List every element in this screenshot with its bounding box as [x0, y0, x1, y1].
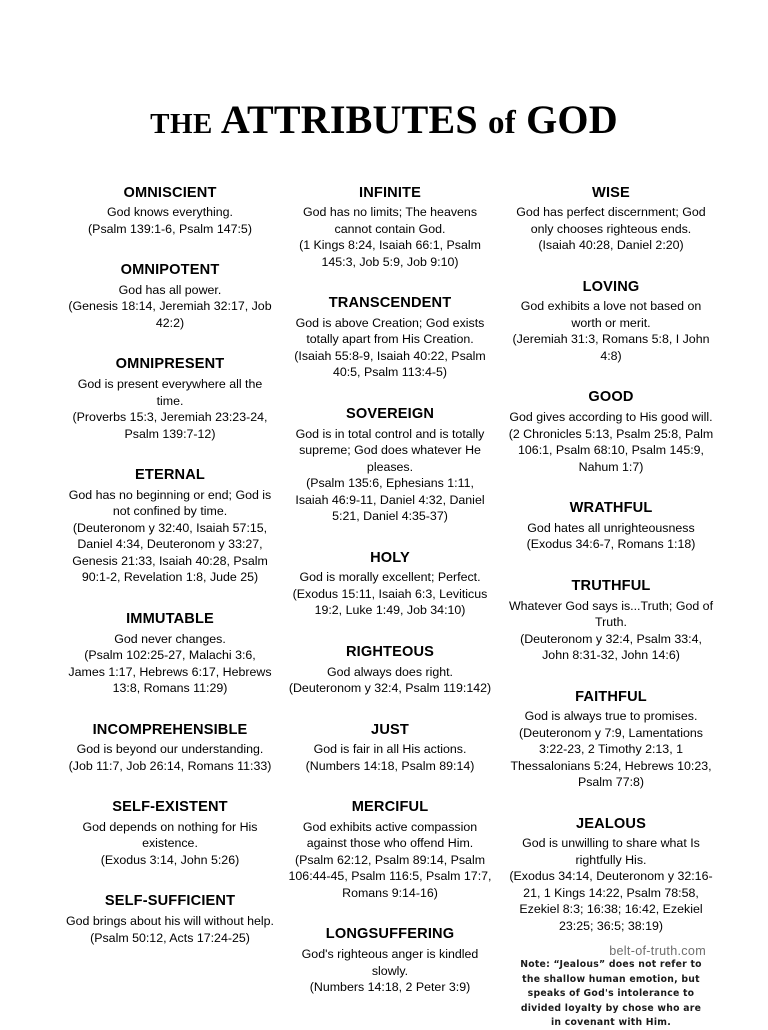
attribute-name: HOLY [370, 549, 410, 566]
attribute-scripture-references: (Numbers 14:18, 2 Peter 3:9) [309, 980, 471, 995]
attribute-entry [288, 184, 492, 271]
attribute-name: LOVING [582, 278, 640, 295]
attribute-name: SELF-SUFFICIENT [104, 893, 236, 910]
attribute-entry [508, 388, 714, 475]
attribute-description: God's righteous anger is kindled slowly. [301, 947, 479, 978]
attribute-name: INFINITE [358, 184, 421, 201]
attribute-name: INCOMPREHENSIBLE [92, 721, 248, 738]
attribute-name: ETERNAL [135, 467, 205, 484]
attribute-scripture-references: (Psalm 102:25-27, Malachi 3:6, James 1:17, Hebrews 6:17, Hebrews 13:8, Romans 11:29) [68, 648, 272, 696]
attribute-description: God is fair in all His actions. [313, 742, 467, 757]
attribute-name: FAITHFUL [575, 688, 647, 705]
attribute-description: God hates all unrighteousness [527, 520, 695, 535]
page-title-main: ATTRIBUTES [220, 96, 478, 142]
attribute-description: God depends on nothing for His existence. [82, 819, 258, 851]
attribute-scripture-references: (Psalm 135:6, Ephesians 1:11, Isaiah 46:9-11, Daniel 4:32, Daniel 5:21, Daniel 4:35-37) [295, 476, 485, 524]
attribute-entry [66, 184, 274, 238]
jealous-clarification-note: Note: “Jealous” does not refer to the shallow human emotion, but speaks of God's intolerance to divided loyalty by chose who are in covenant with Him. [520, 959, 702, 1029]
attribute-name: JUST [371, 721, 409, 738]
attribute-scripture-references: (Deuteronom y 32:4, Psalm 119:142) [288, 681, 492, 696]
attribute-description: God has no beginning or end; God is not confined by time. [68, 487, 272, 519]
attribute-column-3 [504, 184, 718, 1030]
attribute-description: God is morally excellent; Perfect. [299, 570, 481, 585]
attribute-scripture-references: (Deuteronom y 32:4, Psalm 33:4, John 8:31-32, John 14:6) [520, 631, 702, 663]
attribute-description: God brings about his will without help. [66, 914, 275, 929]
attribute-name: OMNIPOTENT [120, 262, 220, 279]
attribute-entry [508, 499, 714, 553]
attribute-description: God exhibits active compassion against those who offend Him. [302, 819, 478, 851]
attribute-description: God always does right. [326, 664, 454, 679]
attribute-scripture-references: (Genesis 18:14, Jeremiah 32:17, Job 42:2) [68, 299, 272, 330]
attribute-name: GOOD [588, 389, 634, 406]
attribute-description: God has all power. [118, 282, 222, 297]
attribute-entry [66, 798, 274, 868]
attribute-scripture-references: (2 Chronicles 5:13, Psalm 25:8, Palm 106:1, Psalm 68:10, Psalm 145:9, Nahum 1:7) [508, 426, 714, 474]
attribute-scripture-references: (Isaiah 40:28, Daniel 2:20) [538, 238, 684, 253]
page-title-connector: of [488, 104, 516, 141]
attribute-entry [508, 577, 714, 664]
attribute-entry [288, 294, 492, 381]
attribute-description: God has no limits; The heavens cannot contain God. [302, 205, 478, 236]
page-title [150, 96, 618, 142]
attribute-name: TRANSCENDENT [328, 295, 452, 312]
attribute-scripture-references: (Job 11:7, Job 26:14, Romans 11:33) [68, 758, 272, 773]
attribute-entry [66, 466, 274, 586]
attribute-description: God exhibits a love not based on worth or merit. [520, 299, 702, 330]
attribute-description: God is unwilling to share what Is rightfully His. [522, 836, 700, 867]
attribute-description: God is always true to promises. [524, 709, 698, 724]
attribute-entry [288, 549, 492, 619]
attribute-entry [66, 355, 274, 442]
attribute-name: WRATHFUL [569, 500, 653, 517]
attribute-scripture-references: (Psalm 62:12, Psalm 89:14, Psalm 106:44-45, Psalm 116:5, Psalm 17:7, Romans 9:14-16) [288, 852, 492, 900]
attribute-entry [288, 643, 492, 697]
attribute-description: God is above Creation; God exists totally apart from His Creation. [295, 315, 485, 347]
attribute-description: God gives according to His good will. [509, 410, 713, 425]
attribute-description: God has perfect discernment; God only chooses righteous ends. [516, 205, 706, 236]
attribute-entry [66, 261, 274, 331]
attribute-entry [288, 798, 492, 901]
title-block [0, 0, 768, 174]
attribute-name: IMMUTABLE [126, 610, 214, 627]
attribute-scripture-references: (Isaiah 55:8-9, Isaiah 40:22, Psalm 40:5, Psalm 113:4-5) [294, 348, 486, 380]
attribute-description: God never changes. [114, 631, 226, 646]
attribute-name: SELF-EXISTENT [112, 799, 228, 816]
attribute-name: OMNIPRESENT [115, 356, 225, 373]
attribute-scripture-references: (Exodus 34:14, Deuteronom y 32:16-21, 1 Kings 14:22, Psalm 78:58, Ezekiel 8:3; 16:38; 16:42, Ezekiel 23:25; 36:5; 38:19) [509, 869, 713, 933]
attribute-entry [508, 688, 714, 791]
attribute-entry [508, 278, 714, 365]
attribute-scripture-references: (Deuteronom y 7:9, Lamentations 3:22-23, 2 Timothy 2:13, 1 Thessalonians 5:24, Hebrews 10:23, Psalm 77:8) [510, 725, 712, 790]
attribute-scripture-references: (Exodus 15:11, Isaiah 6:3, Leviticus 19:2, Luke 1:49, Job 34:10) [292, 586, 488, 618]
attribute-scripture-references: (Numbers 14:18, Psalm 89:14) [305, 758, 475, 773]
attribute-entry [66, 721, 274, 775]
attribute-entry [288, 925, 492, 995]
attribute-entry [508, 815, 714, 935]
attribute-name: MERCIFUL [351, 799, 429, 816]
attribute-scripture-references: (Exodus 3:14, John 5:26) [100, 852, 240, 867]
attribute-description: God knows everything. [106, 205, 234, 220]
attribute-name: SOVEREIGN [345, 405, 435, 422]
attribute-name: JEALOUS [576, 815, 646, 832]
attribute-column-1 [62, 184, 278, 971]
attribute-scripture-references: (Jeremiah 31:3, Romans 5:8, I John 4:8) [512, 332, 710, 363]
attribute-scripture-references: (1 Kings 8:24, Isaiah 66:1, Psalm 145:3, Job 5:9, Job 9:10) [299, 238, 481, 269]
attribute-scripture-references: (Proverbs 15:3, Jeremiah 23:23-24, Psalm 139:7-12) [72, 410, 268, 441]
page-title-subject: GOD [526, 96, 618, 142]
attribute-description: God is beyond our understanding. [76, 742, 264, 757]
attribute-entry [66, 610, 274, 697]
attribute-description: God is in total control and is totally supreme; God does whatever He pleases. [295, 426, 485, 474]
attribute-entry [508, 184, 714, 254]
attribute-name: RIGHTEOUS [345, 643, 435, 660]
attribute-columns [0, 184, 768, 1030]
attribute-scripture-references: (Psalm 139:1-6, Psalm 147:5) [88, 221, 252, 236]
page-title-lead: THE [150, 107, 213, 140]
attribute-description: Whatever God says is...Truth; God of Truth. [508, 598, 714, 630]
attribute-name: OMNISCIENT [123, 184, 217, 201]
attribute-scripture-references: (Deuteronom y 32:40, Isaiah 57:15, Daniel 4:34, Deuteronom y 33:27, Genesis 21:33, Isaiah 40:28, Psalm 90:1-2, Revelation 1:8, Jude 25) [72, 520, 268, 585]
attribute-scripture-references: (Psalm 50:12, Acts 17:24-25) [90, 930, 250, 945]
attribute-column-2 [284, 184, 496, 1020]
attribute-name: LONGSUFFERING [325, 926, 455, 943]
attribute-name: WISE [592, 184, 630, 201]
attribute-entry [288, 405, 492, 525]
attribute-name: TRUTHFUL [571, 577, 651, 594]
attribute-entry [288, 721, 492, 775]
attribute-description: God is present everywhere all the time. [77, 377, 263, 408]
footer-site-url: belt-of-truth.com [609, 944, 706, 958]
attribute-scripture-references: (Exodus 34:6-7, Romans 1:18) [526, 537, 696, 552]
attribute-entry [66, 892, 274, 946]
